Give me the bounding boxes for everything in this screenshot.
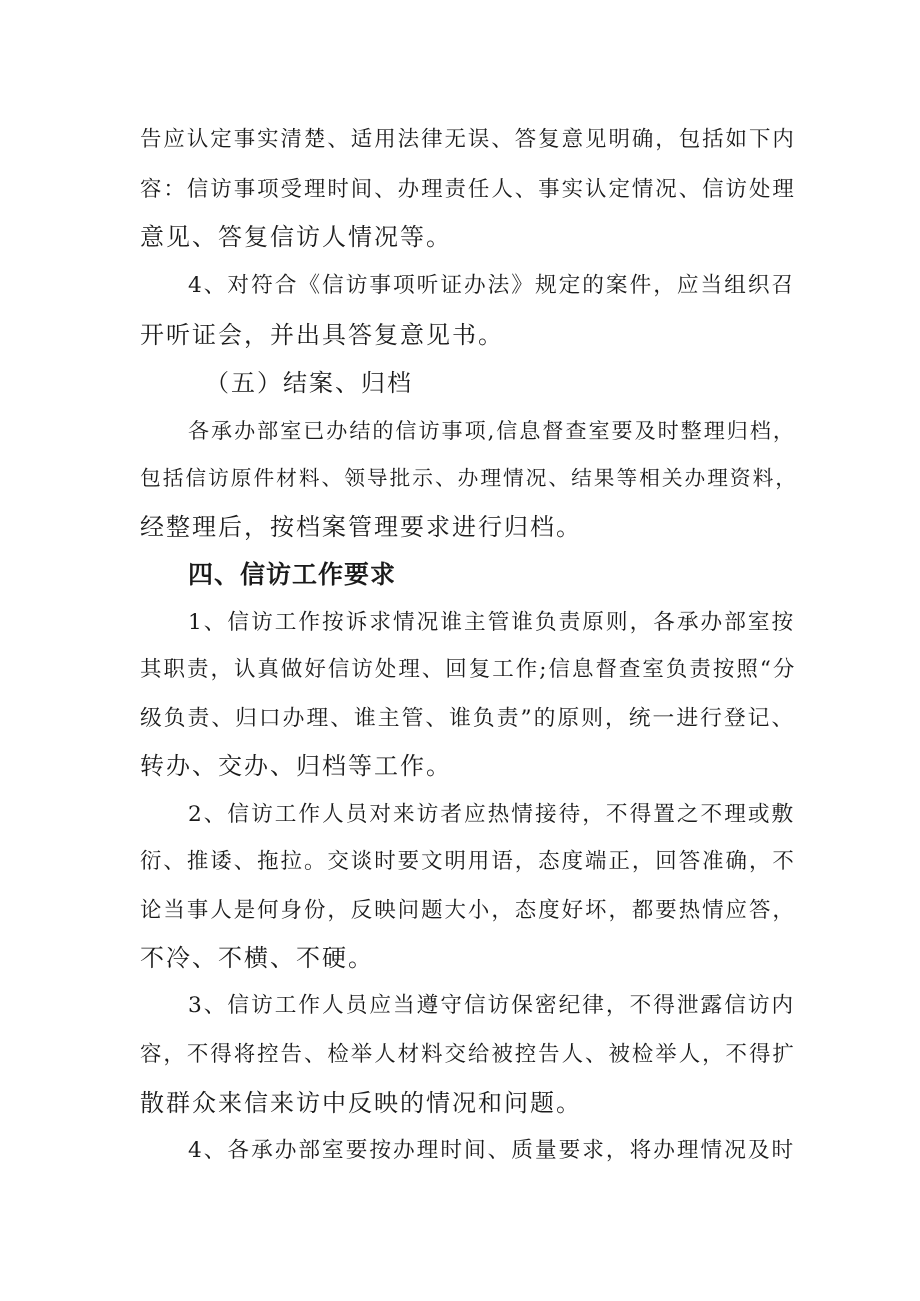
text-line-15: 2、信访工作人员对来访者应热情接待，不得置之不理或敷: [188, 802, 796, 827]
text-line-9: 经整理后，按档案管理要求进行归档。: [140, 513, 582, 541]
text-line-1: 告应认定事实清楚、适用法律无误、答复意见明确，包括如下内: [140, 127, 796, 152]
subsection-heading: （五）结案、归档: [205, 369, 413, 397]
text-line-14: 转办、交办、归档等工作。: [140, 752, 452, 780]
text-line-8: 包括信访原件材料、领导批示、办理情况、结果等相关办理资料，: [140, 466, 798, 490]
text-line-13: 级负责、归口办理、谁主管、谁负责”的原则，统一进行登记、: [140, 706, 796, 731]
text-line-17: 论当事人是何身份，反映问题大小，态度好坏，都要热情应答，: [140, 898, 796, 923]
text-line-5: 开听证会，并出具答复意见书。: [140, 321, 504, 349]
section-heading: 四、信访工作要求: [188, 560, 397, 589]
text-line-7: 各承办部室已办结的信访事项,信息督查室要及时整理归档，: [188, 418, 796, 443]
text-line-2: 容：信访事项受理时间、办理责任人、事实认定情况、信访处理: [140, 177, 796, 202]
text-line-19: 3、信访工作人员应当遵守信访保密纪律，不得泄露信访内: [188, 993, 796, 1018]
text-line-18: 不冷、不横、不硬。: [140, 944, 374, 972]
text-line-4: 4、对符合《信访事项听证办法》规定的案件，应当组织召: [188, 273, 796, 298]
text-line-12: 其职责，认真做好信访处理、回复工作;信息督查室负责按照“分: [140, 657, 797, 682]
text-line-3: 意见、答复信访人情况等。: [140, 223, 452, 251]
text-line-20: 容，不得将控告、检举人材料交给被控告人、被检举人，不得扩: [140, 1042, 796, 1067]
text-line-21: 散群众来信来访中反映的情况和问题。: [140, 1089, 582, 1117]
text-line-11: 1、信访工作按诉求情况谁主管谁负责原则，各承办部室按: [188, 610, 796, 635]
text-line-16: 衍、推诿、拖拉。交谈时要文明用语，态度端正，回答准确，不: [140, 849, 796, 874]
text-line-22: 4、各承办部室要按办理时间、质量要求，将办理情况及时: [188, 1138, 796, 1163]
